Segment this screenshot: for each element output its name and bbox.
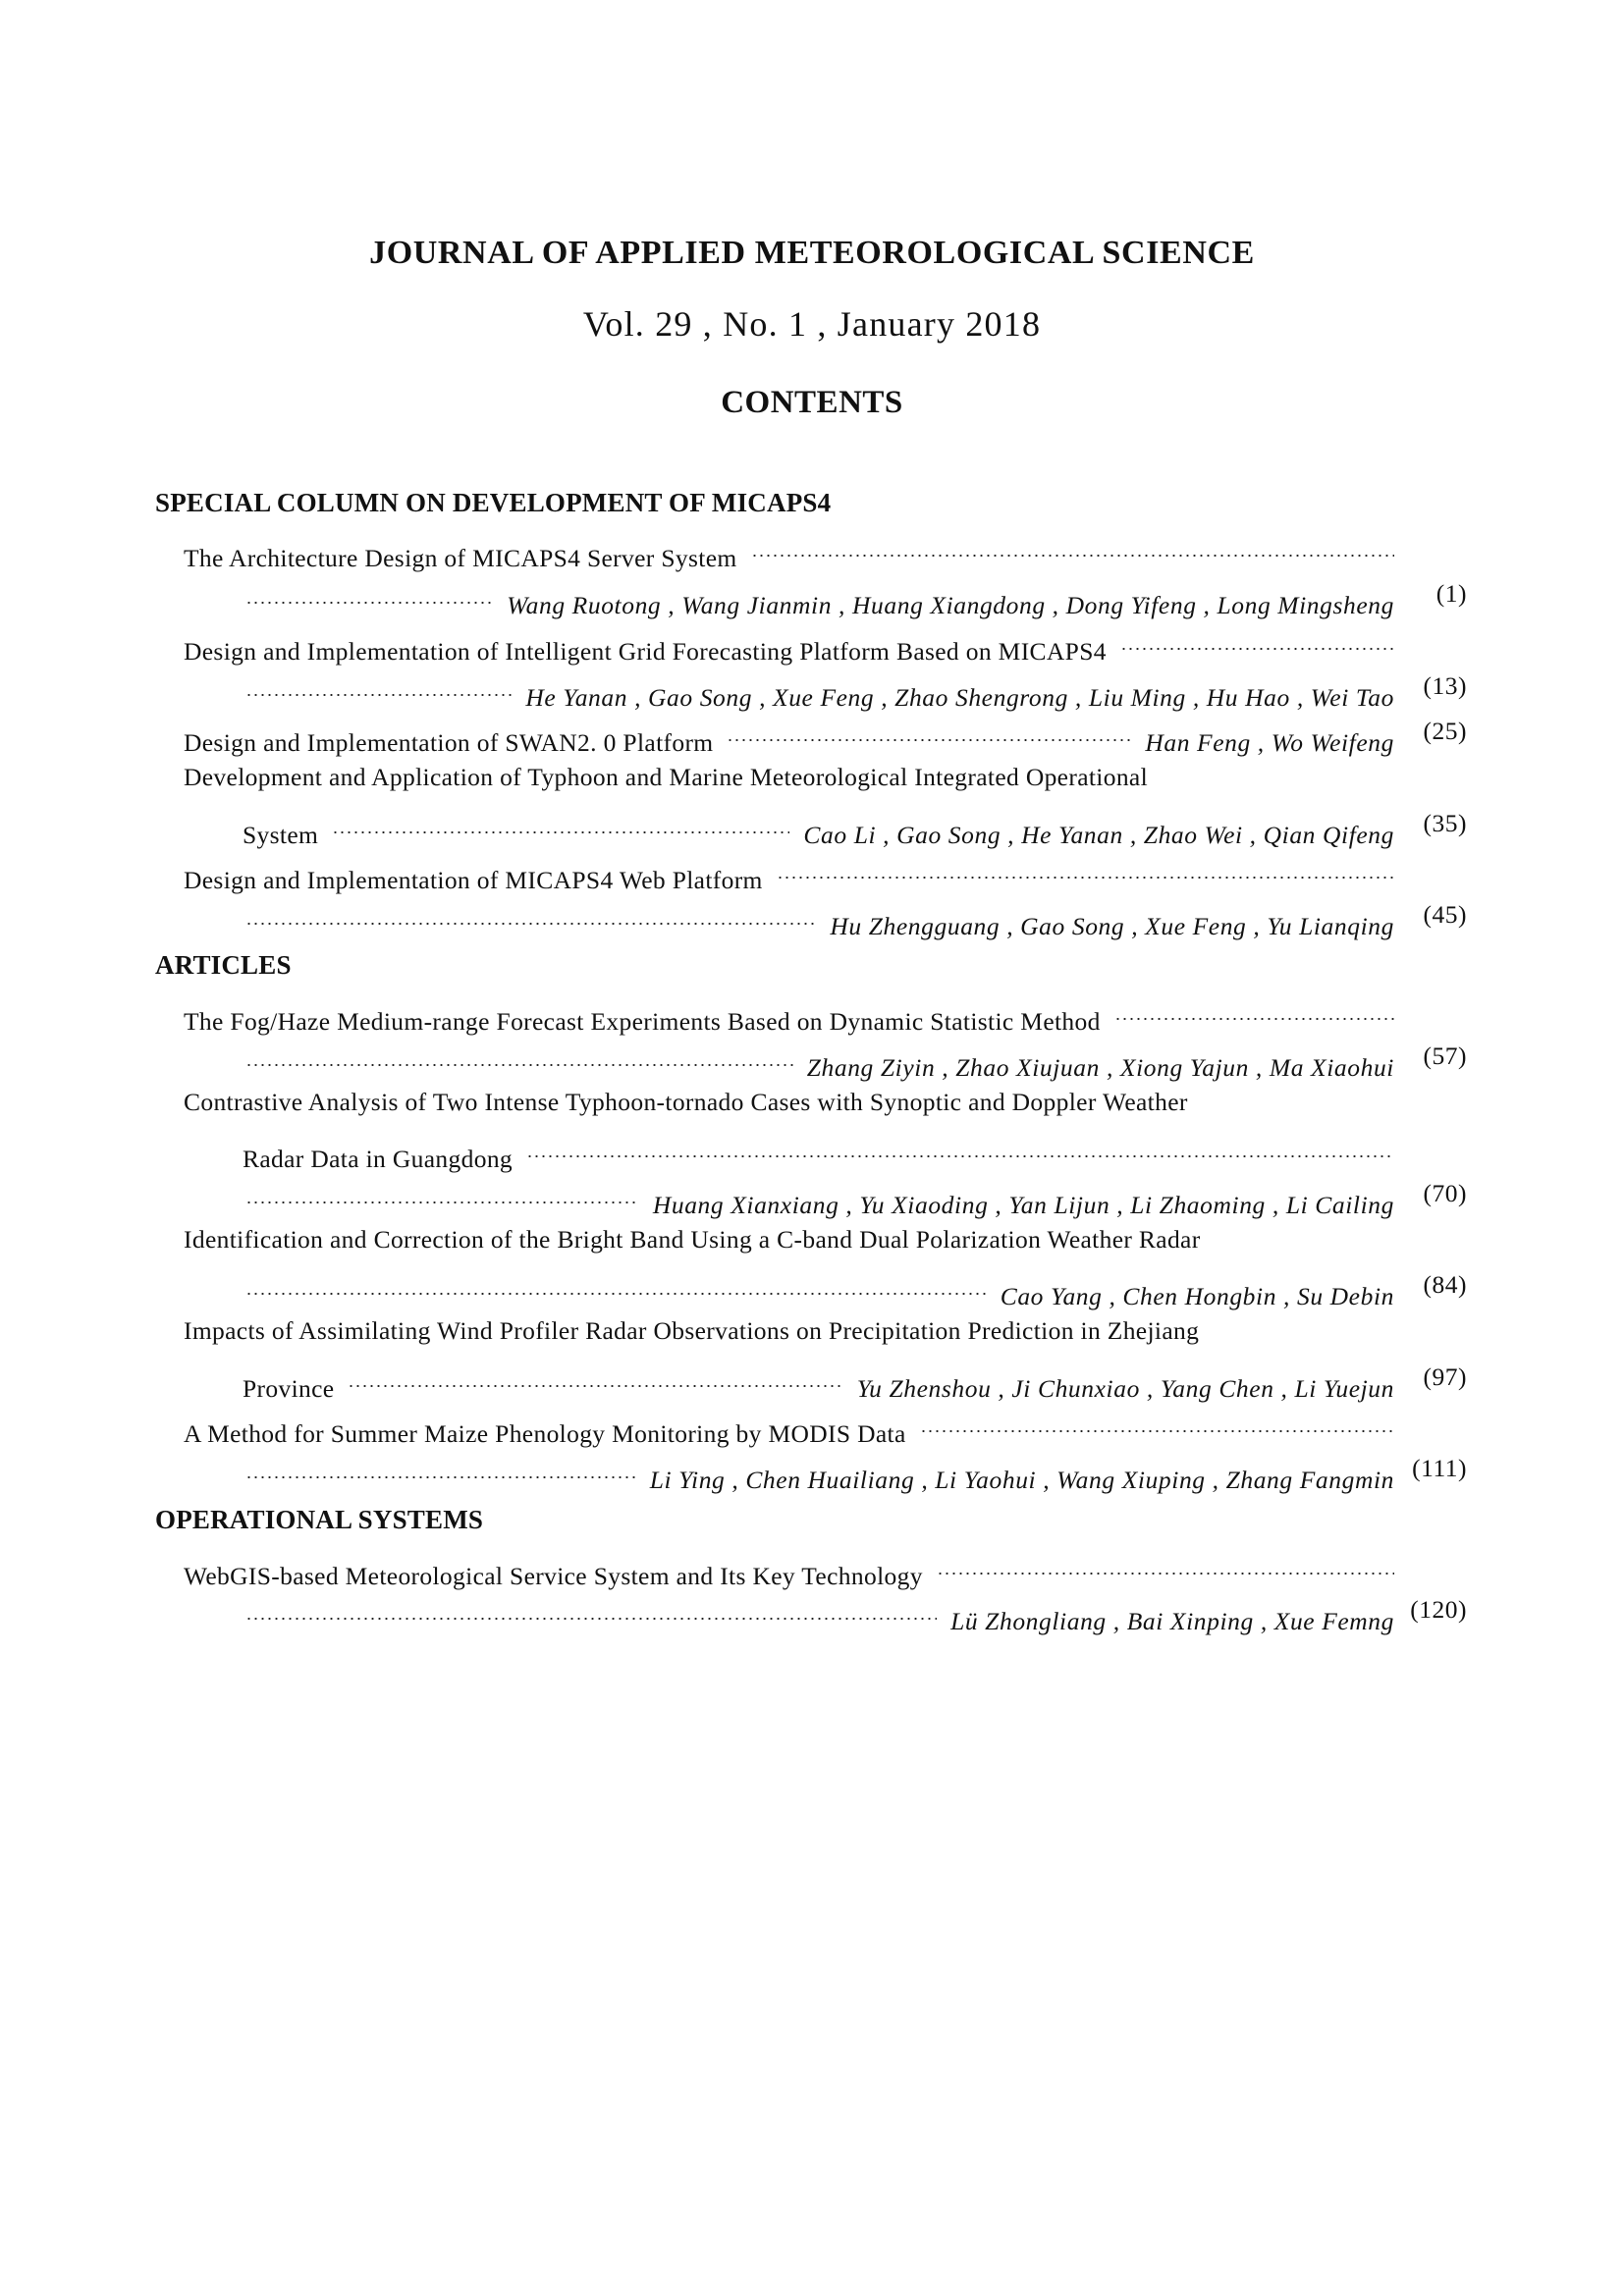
article-title[interactable]: WebGIS-based Meteorological Service System and Its Key Technology bbox=[184, 1562, 923, 1590]
article-title[interactable]: A Method for Summer Maize Phenology Monitoring by MODIS Data bbox=[184, 1419, 906, 1448]
section-heading: SPECIAL COLUMN ON DEVELOPMENT OF MICAPS4 bbox=[155, 488, 832, 517]
dot-leader bbox=[937, 1545, 1394, 1584]
toc-line-content bbox=[184, 1083, 1188, 1122]
toc-line-content bbox=[245, 1265, 1394, 1310]
page-number[interactable]: (45) bbox=[1423, 900, 1467, 929]
article-authors: Lü Zhongliang , Bai Xinping , Xue Femng bbox=[950, 1607, 1394, 1635]
page-number[interactable]: (97) bbox=[1423, 1362, 1467, 1391]
toc-line-content bbox=[184, 712, 1394, 757]
dot-leader bbox=[777, 849, 1394, 888]
article-title[interactable]: Radar Data in Guangdong bbox=[243, 1145, 514, 1173]
issue-info: Vol. 29 , No. 1 , January 2018 bbox=[582, 304, 1042, 344]
article-title[interactable]: Province bbox=[243, 1374, 335, 1403]
article-authors: Han Feng , Wo Weifeng bbox=[1145, 728, 1394, 757]
page-number[interactable]: (1) bbox=[1435, 579, 1467, 608]
toc-entry-line bbox=[0, 1265, 1624, 1310]
toc-line-content bbox=[243, 1128, 1394, 1173]
toc-line-content bbox=[245, 895, 1394, 940]
article-title[interactable]: Design and Implementation of MICAPS4 Web Platform bbox=[184, 866, 763, 894]
article-title[interactable]: The Architecture Design of MICAPS4 Server System bbox=[184, 544, 737, 572]
toc-line-content bbox=[184, 1545, 1394, 1590]
article-title[interactable]: Contrastive Analysis of Two Intense Typhoon-tornado Cases with Synoptic and Doppler Weather bbox=[184, 1088, 1188, 1116]
toc-entry-line bbox=[0, 895, 1624, 940]
dot-leader bbox=[332, 804, 789, 843]
toc-line-content bbox=[184, 758, 1148, 797]
dot-leader bbox=[1114, 990, 1394, 1030]
dot-leader bbox=[245, 1037, 793, 1076]
dot-leader bbox=[1120, 620, 1394, 660]
article-authors: Cao Li , Gao Song , He Yanan , Zhao Wei , Qian Qifeng bbox=[803, 821, 1394, 849]
toc-entry-line bbox=[0, 1449, 1624, 1494]
toc-entry-line bbox=[0, 620, 1624, 666]
article-title[interactable]: The Fog/Haze Medium-range Forecast Experiments Based on Dynamic Statistic Method bbox=[184, 1007, 1101, 1036]
toc-entry-line bbox=[0, 1220, 1624, 1259]
article-authors: Yu Zhenshou , Ji Chunxiao , Yang Chen , Li Yuejun bbox=[856, 1374, 1394, 1403]
dot-leader bbox=[727, 712, 1131, 751]
toc-entry-line bbox=[0, 849, 1624, 894]
toc-entry-line bbox=[0, 712, 1624, 757]
article-title[interactable]: Development and Application of Typhoon and Marine Meteorological Integrated Operational bbox=[184, 763, 1149, 791]
toc-line-content bbox=[243, 1358, 1394, 1403]
toc-line-content bbox=[184, 1220, 1201, 1259]
toc-entry-line bbox=[0, 667, 1624, 712]
toc-line-content bbox=[184, 1311, 1199, 1351]
article-authors: Hu Zhengguang , Gao Song , Xue Feng , Yu Lianqing bbox=[830, 912, 1394, 940]
article-authors: Cao Yang , Chen Hongbin , Su Debin bbox=[1000, 1282, 1394, 1310]
dot-leader bbox=[751, 527, 1394, 566]
toc-line-content bbox=[245, 1174, 1394, 1219]
article-authors: Huang Xianxiang , Yu Xiaoding , Yan Lijun , Li Zhaoming , Li Cailing bbox=[652, 1191, 1394, 1219]
dot-leader bbox=[245, 574, 493, 614]
dot-leader bbox=[526, 1128, 1394, 1167]
dot-leader bbox=[245, 667, 512, 706]
toc-line-content bbox=[245, 667, 1394, 712]
page-number[interactable]: (120) bbox=[1410, 1595, 1467, 1624]
page-number[interactable]: (84) bbox=[1423, 1270, 1467, 1299]
section-heading: OPERATIONAL SYSTEMS bbox=[155, 1505, 484, 1534]
toc-line-content bbox=[243, 804, 1394, 849]
article-authors: Zhang Ziyin , Zhao Xiujuan , Xiong Yajun , Ma Xiaohui bbox=[806, 1053, 1394, 1082]
toc-entry-line bbox=[0, 1358, 1624, 1403]
toc-entry-line bbox=[0, 1403, 1624, 1448]
toc-line-content bbox=[184, 990, 1394, 1036]
article-title[interactable]: Impacts of Assimilating Wind Profiler Radar Observations on Precipitation Prediction in Zhejiang bbox=[184, 1316, 1200, 1345]
toc-line-content bbox=[245, 1449, 1394, 1494]
toc-line-content bbox=[184, 620, 1394, 666]
page-number[interactable]: (13) bbox=[1423, 671, 1467, 700]
toc-line-content bbox=[245, 1037, 1394, 1082]
journal-title: JOURNAL OF APPLIED METEOROLOGICAL SCIENCE bbox=[369, 235, 1255, 271]
article-title[interactable]: Identification and Correction of the Bright Band Using a C-band Dual Polarization Weather Radar bbox=[184, 1225, 1201, 1254]
dot-leader bbox=[245, 1174, 639, 1213]
page-number[interactable]: (70) bbox=[1423, 1179, 1467, 1207]
page-number[interactable]: (25) bbox=[1423, 717, 1467, 745]
toc-entry-line bbox=[0, 990, 1624, 1036]
toc-entry-line bbox=[0, 1545, 1624, 1590]
toc-entry-line bbox=[0, 1590, 1624, 1635]
article-title[interactable]: Design and Implementation of SWAN2. 0 Platform bbox=[184, 728, 714, 757]
article-title[interactable]: System bbox=[243, 821, 319, 849]
article-authors: Li Ying , Chen Huailiang , Li Yaohui , Wang Xiuping , Zhang Fangmin bbox=[649, 1466, 1394, 1494]
toc-entry-line bbox=[0, 1128, 1624, 1173]
dot-leader bbox=[245, 1449, 636, 1488]
toc-entry-line bbox=[0, 804, 1624, 849]
section-heading: ARTICLES bbox=[155, 950, 292, 980]
dot-leader bbox=[245, 1590, 937, 1629]
toc-entry-line bbox=[0, 1083, 1624, 1122]
dot-leader bbox=[245, 1265, 987, 1305]
contents-heading: CONTENTS bbox=[721, 385, 903, 420]
article-title[interactable]: Design and Implementation of Intelligent Grid Forecasting Platform Based on MICAPS4 bbox=[184, 637, 1107, 666]
toc-line-content bbox=[245, 574, 1394, 619]
page-number[interactable]: (111) bbox=[1412, 1454, 1467, 1482]
dot-leader bbox=[245, 895, 816, 934]
toc-entry-line bbox=[0, 574, 1624, 619]
page-number[interactable]: (57) bbox=[1423, 1041, 1467, 1070]
toc-line-content bbox=[184, 527, 1394, 572]
toc-line-content bbox=[184, 849, 1394, 894]
article-authors: Wang Ruotong , Wang Jianmin , Huang Xiangdong , Dong Yifeng , Long Mingsheng bbox=[507, 591, 1394, 619]
dot-leader bbox=[348, 1358, 842, 1397]
toc-entry-line bbox=[0, 758, 1624, 797]
toc-entry-line bbox=[0, 1311, 1624, 1351]
toc-entry-line bbox=[0, 1037, 1624, 1082]
dot-leader bbox=[920, 1403, 1394, 1442]
article-authors: He Yanan , Gao Song , Xue Feng , Zhao Shengrong , Liu Ming , Hu Hao , Wei Tao bbox=[525, 683, 1394, 712]
toc-entry-line bbox=[0, 527, 1624, 572]
toc-entry-line bbox=[0, 1174, 1624, 1219]
page-number[interactable]: (35) bbox=[1423, 809, 1467, 837]
toc-line-content bbox=[245, 1590, 1394, 1635]
toc-line-content bbox=[184, 1403, 1394, 1448]
